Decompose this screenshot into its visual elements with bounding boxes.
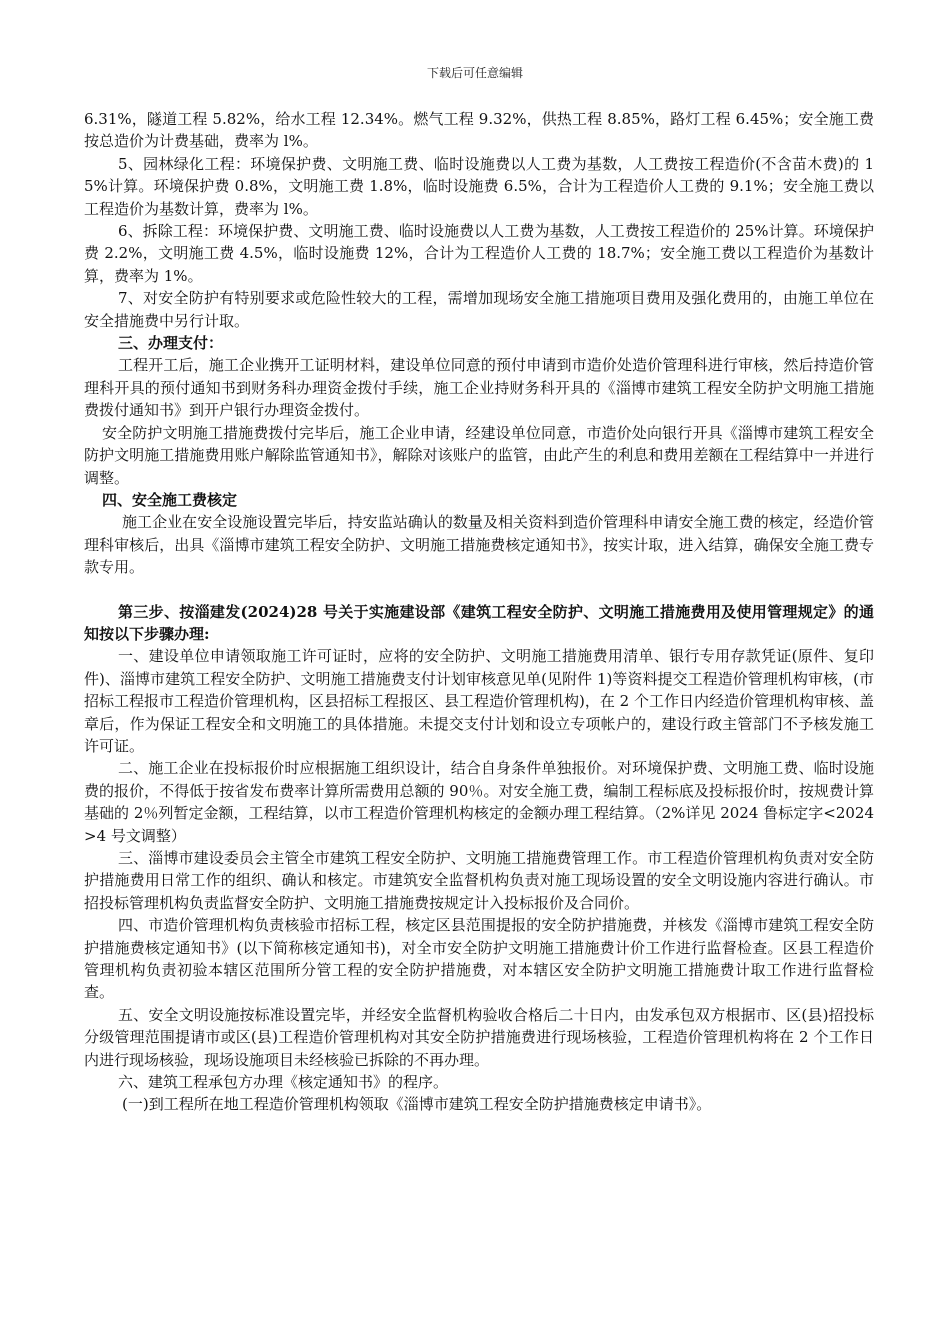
paragraph: 施工企业在安全设施设置完毕后，持安监站确认的数量及相关资料到造价管理科申请安全施工费的核定，经造价管理科审核后，出具《淄博市建筑工程安全防护、文明施工措施费核定通知书》，按实计取，进入结算，确保安全施工费专款专用。 <box>84 513 874 577</box>
paragraph: 7、对安全防护有特别要求或危险性较大的工程，需增加现场安全施工措施项目费用及强化费用的，由施工单位在安全措施费中另行计取。 <box>84 289 874 330</box>
section-heading: 四、安全施工费核定 <box>102 490 238 509</box>
paragraph: 三、淄博市建设委员会主管全市建筑工程安全防护、文明施工措施费管理工作。市工程造价管理机构负责对安全防护措施费用日常工作的组织、确认和核定。市建筑安全监督机构负责对施工现场设置的安全文明设施内容进行确认。市招投标管理机构负责监督安全防护、文明施工措施费按规定计入投标报价及合同价。 <box>84 849 874 912</box>
paragraph: 6、拆除工程：环境保护费、文明施工费、临时设施费以人工费为基数，人工费按工程造价的 25%计算。环境保护费 2.2%，文明施工费 4.5%，临时设施费 12%，合计为工程造价人工费的 18.7%；安全施工费以工程造价为基数计算，费率为 1%。 <box>84 222 874 285</box>
paragraph: 四、市造价管理机构负责核验市招标工程，核定区县范围提报的安全防护措施费，并核发《淄博市建筑工程安全防护措施费核定通知书》(以下简称核定通知书)，对全市安全防护文明施工措施费计价工作进行监督检查。区县工程造价管理机构负责初验本辖区范围所分管工程的安全防护措施费，对本辖区安全防护文明施工措施费计取工作进行监督检查。 <box>84 916 874 1002</box>
paragraph: 安全防护文明施工措施费拨付完毕后，施工企业申请，经建设单位同意，市造价处向银行开具《淄博市建筑工程安全防护文明施工措施费用账户解除监管通知书》，解除对该账户的监管，由此产生的利息和费用差额在工程结算中一并进行调整。 <box>84 423 874 487</box>
paragraph: 二、施工企业在投标报价时应根据施工组织设计，结合自身条件单独报价。对环境保护费、文明施工费、临时设施费的报价，不得低于按省发布费率计算所需费用总额的 90％。对安全施工费，编制工程标底及投标报价时，按规费计算基础的 2％列暂定金额，工程结算，以市工程造价管理机构核定的金额办理工程结算。（2%详见 2024 鲁标定字<2024>4 号文调整） <box>84 759 874 845</box>
paragraph: (一)到工程所在地工程造价管理机构领取《淄博市建筑工程安全防护措施费核定申请书》。 <box>122 1095 712 1114</box>
step-heading: 第三步、按淄建发(2024)28 号关于实施建设部《建筑工程安全防护、文明施工措施费用及使用管理规定》的通知按以下步骤办理: <box>84 602 874 643</box>
paragraph: 一、建设单位申请领取施工许可证时，应将的安全防护、文明施工措施费用清单、银行专用存款凭证(原件、复印件)、淄博市建筑工程安全防护、文明施工措施费支付计划审核意见单(见附件 1)等资料提交工程造价管理机构审核，(市招标工程报市工程造价管理机构，区县招标工程报区、县工程造价管理机构)，在 2 个工作日内经造价管理机构审核、盖章后，作为保证工程安全和文明施工的具体措施。未提交支付计划和设立专项帐户的，建设行政主管部门不予核发施工许可证。 <box>84 647 874 755</box>
blank-line <box>84 579 874 601</box>
section-heading: 三、办理支付： <box>118 334 224 353</box>
paragraph: 5、园林绿化工程：环境保护费、文明施工费、临时设施费以人工费为基数，人工费按工程造价(不含苗木费)的 15%计算。环境保护费 0.8%，文明施工费 1.8%，临时设施费 6.5%，合计为工程造价人工费的 9.1%；安全施工费以工程造价为基数计算，费率为 l%。 <box>84 154 874 218</box>
page-header: 下载后可任意编辑 <box>426 66 523 80</box>
document-body <box>84 108 874 1116</box>
paragraph: 五、安全文明设施按标准设置完毕，并经安全监督机构验收合格后二十日内，由发承包双方根据市、区(县)招投标分级管理范围提请市或区(县)工程造价管理机构对其安全防护措施费进行现场核验，工程造价管理机构将在 2 个工作日内进行现场核验，现场设施项目未经核验已拆除的不再办理。 <box>84 1005 874 1069</box>
paragraph: 6.31%，隧道工程 5.82%，给水工程 12.34%。燃气工程 9.32%，供热工程 8.85%，路灯工程 6.45%；安全施工费按总造价为计费基础，费率为 l%。 <box>84 110 874 151</box>
paragraph: 工程开工后，施工企业携开工证明材料，建设单位同意的预付申请到市造价处造价管理科进行审核，然后持造价管理科开具的预付通知书到财务科办理资金拨付手续，施工企业持财务科开具的《淄博市建筑工程安全防护文明施工措施费拨付通知书》到开户银行办理资金拨付。 <box>84 356 874 420</box>
paragraph: 六、建筑工程承包方办理《核定通知书》的程序。 <box>118 1073 449 1092</box>
